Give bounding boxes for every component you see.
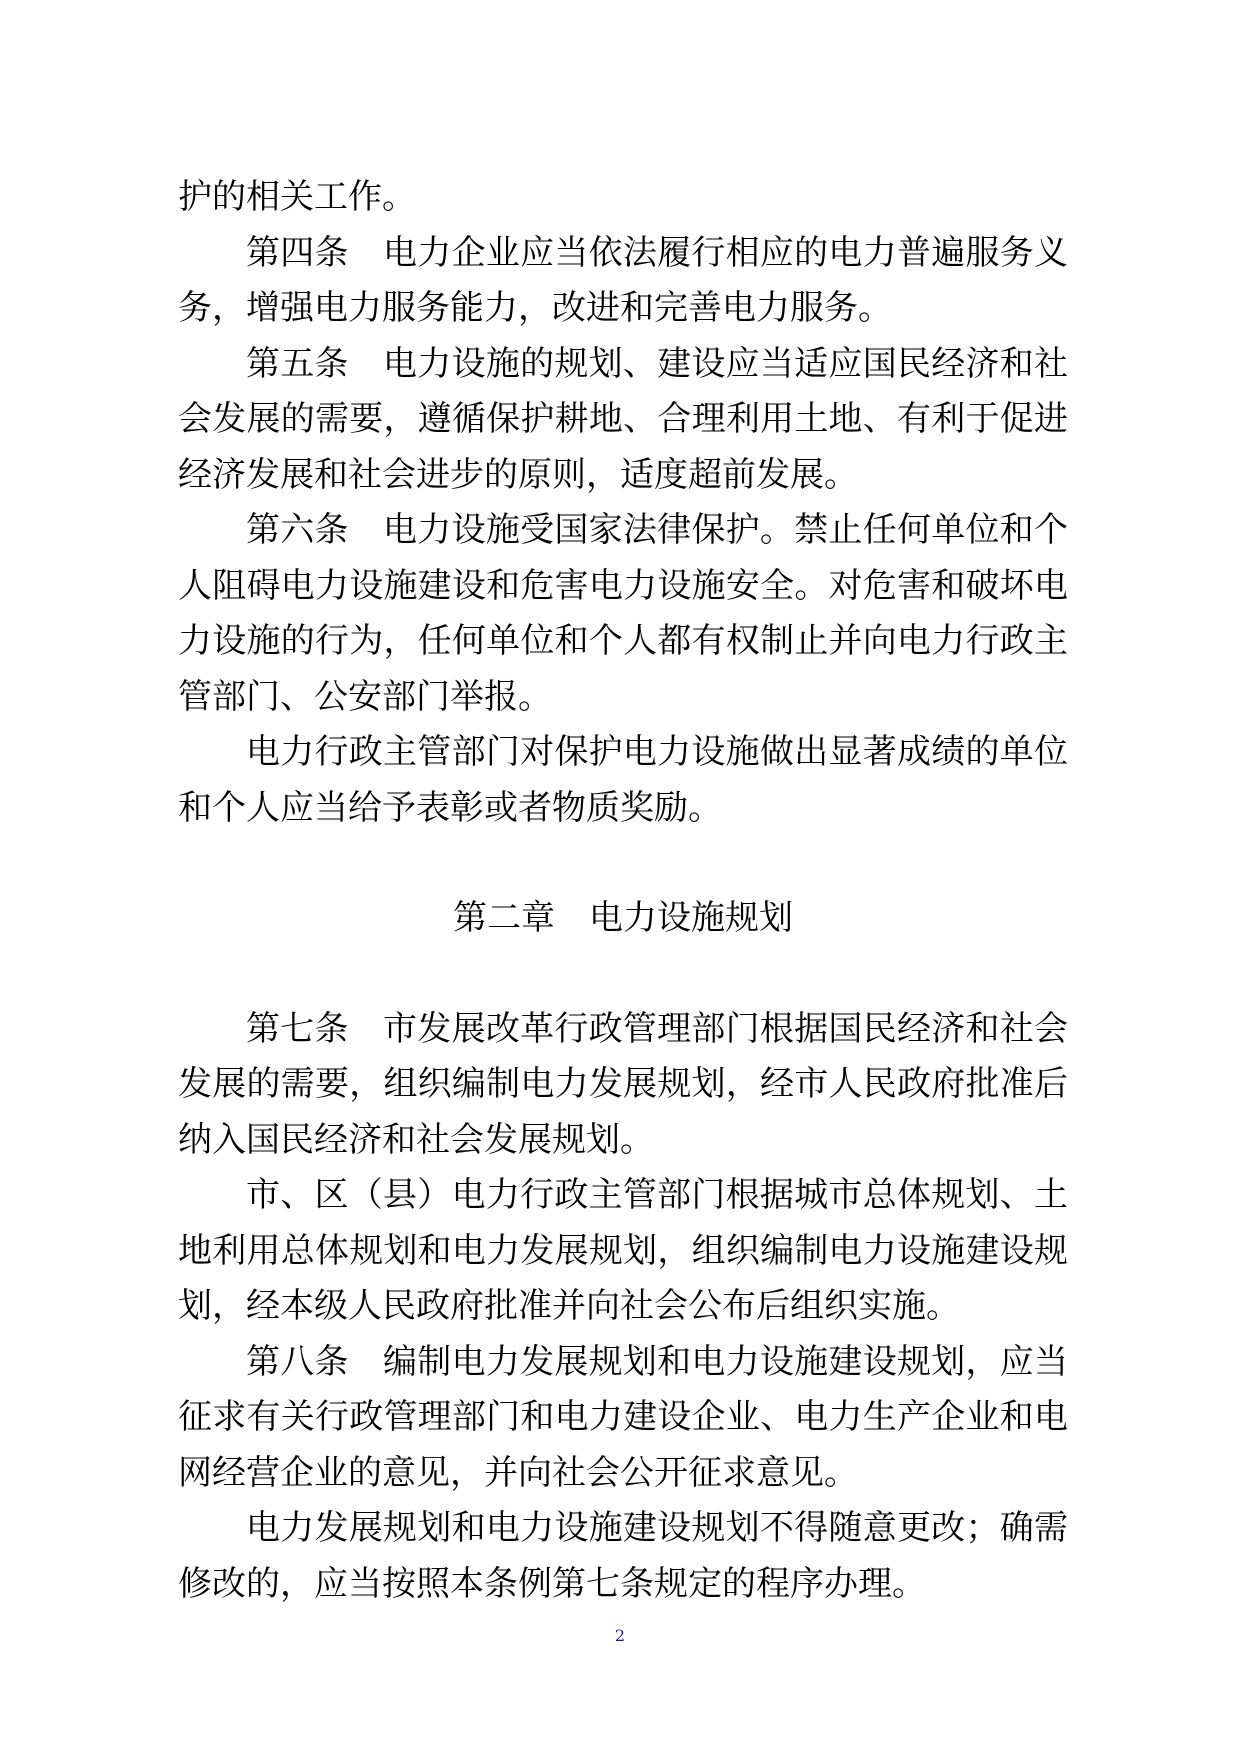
article-6: 第六条 电力设施受国家法律保护。禁止任何单位和个人阻碍电力设施建设和危害电力设施安全。对危害和破坏电力设施的行为，任何单位和个人都有权制止并向电力行政主管部门、公安部门举报。 <box>178 510 1068 717</box>
article-7-paragraph-2: 市、区（县）电力行政主管部门根据城市总体规划、土地利用总体规划和电力发展规划，组织编制电力设施建设规划，经本级人民政府批准并向社会公布后组织实施。 <box>178 1175 1068 1326</box>
article-7: 第七条 市发展改革行政管理部门根据国民经济和社会发展的需要，组织编制电力发展规划，经市人民政府批准后纳入国民经济和社会发展规划。 <box>178 1008 1068 1160</box>
paragraph-continuation: 护的相关工作。 <box>178 177 416 217</box>
page-number: 2 <box>614 1626 626 1645</box>
article-4: 第四条 电力企业应当依法履行相应的电力普遍服务义务，增强电力服务能力，改进和完善电力服务。 <box>178 232 1068 328</box>
article-5: 第五条 电力设施的规划、建设应当适应国民经济和社会发展的需要，遵循保护耕地、合理利用土地、有利于促进经济发展和社会进步的原则，适度超前发展。 <box>178 343 1068 495</box>
article-6-paragraph-2: 电力行政主管部门对保护电力设施做出显著成绩的单位和个人应当给予表彰或者物质奖励。 <box>178 732 1068 828</box>
article-8: 第八条 编制电力发展规划和电力设施建设规划，应当征求有关行政管理部门和电力建设企业、电力生产企业和电网经营企业的意见，并向社会公开征求意见。 <box>178 1341 1068 1493</box>
document-body <box>178 170 1068 1612</box>
chapter-title: 第二章 电力设施规划 <box>453 898 793 938</box>
article-8-paragraph-2: 电力发展规划和电力设施建设规划不得随意更改；确需修改的，应当按照本条例第七条规定的程序办理。 <box>178 1508 1068 1604</box>
